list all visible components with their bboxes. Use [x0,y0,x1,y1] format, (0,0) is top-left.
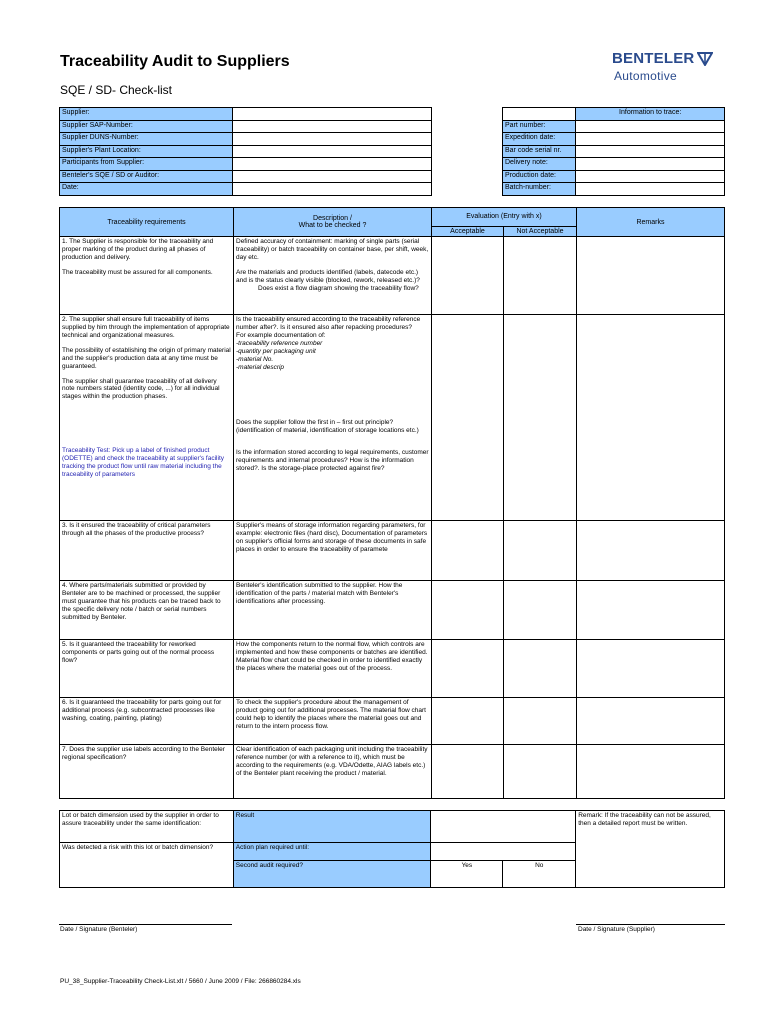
page-title: Traceability Audit to Suppliers [60,53,290,70]
trace-info-field[interactable] [576,158,725,171]
remarks-cell[interactable] [577,640,725,698]
remarks-cell[interactable] [577,237,725,315]
remarks-cell[interactable] [577,521,725,581]
supplier-info-label: Supplier SAP-Number: [60,120,233,133]
supplier-info-label: Supplier: [60,108,233,121]
acceptable-cell[interactable] [432,521,504,581]
col-requirements: Traceability requirements [60,208,234,237]
requirement-cell: 4. Where parts/materials submitted or provided by Benteler are to be machined or processed, the supplier must guarantee that his products can be traced back to the specific delivery note / batch or serial numbers submitted by Benteler. [60,581,234,640]
table-row [60,237,725,315]
remarks-cell[interactable] [577,698,725,745]
requirement-cell: 1. The Supplier is responsible for the traceability and proper marking of the product during all phases of production and delivery. The traceability must be assured for all components. [60,237,234,315]
risk-question: Was detected a risk with this lot or batch dimension? [60,843,234,888]
second-audit-no[interactable]: No [503,861,576,888]
requirement-cell: 6. Is it guaranteed the traceability for parts going out for additional process (e.g. subcontracted processes like washing, coating, painting, plating) [60,698,234,745]
acceptable-cell[interactable] [432,237,504,315]
supplier-info-field[interactable] [233,133,432,146]
supplier-info-field[interactable] [233,170,432,183]
description-cell: Supplier's means of storage information regarding parameters, for example: electronic files (hard disc), Documentation of parameters on supplier's official forms and storage of these documents in safe places in order to ensure the traceability of paramete [234,521,432,581]
requirement-cell: 2. The supplier shall ensure full traceability of items supplied by him through the implementation of appropriate technical and organizational measures. The possibility of establishing the origin of primary material and the supplier's production data at any time must be guaranteed. The supplier shall guarantee traceability of all delivery note numbers stated (identity code, ...) for all individual stages within the production phases. Traceability Test: Pick up a label of finished product (ODETTE) and check the traceability at supplier's facility tracking the product flow until raw material including the traceability of parameters [60,315,234,521]
supplier-info-field[interactable] [233,145,432,158]
col-remarks: Remarks [577,208,725,237]
table-row [60,581,725,640]
supplier-info-label: Date: [60,183,233,196]
acceptable-cell[interactable] [432,745,504,799]
not-acceptable-cell[interactable] [504,521,577,581]
signature-line-left [59,924,232,925]
not-acceptable-cell[interactable] [504,745,577,799]
table-row [60,745,725,799]
acceptable-cell[interactable] [432,581,504,640]
not-acceptable-cell[interactable] [504,698,577,745]
logo-name: BENTELER [612,50,695,67]
second-audit-yes[interactable]: Yes [431,861,503,888]
requirement-cell: 5. Is it guaranteed the traceability for reworked components or parts going out of the normal process flow? [60,640,234,698]
trace-info-label: Bar code serial nr. [503,145,576,158]
trace-info-row [503,183,725,196]
table-row [60,640,725,698]
requirement-cell: 7. Does the supplier use labels according to the Benteler regional specification? [60,745,234,799]
col-description: Description / What to be checked ? [234,208,432,237]
trace-info-row [503,170,725,183]
supplier-info-row [60,145,432,158]
table-row [60,698,725,745]
lot-dimension-question: Lot or batch dimension used by the supplier in order to assure traceability under the same identification: [60,811,234,843]
trace-info-label: Production date: [503,170,576,183]
not-acceptable-cell[interactable] [504,581,577,640]
requirements-table [59,207,725,799]
trace-info-field[interactable] [576,145,725,158]
trace-info-label: Expedition date: [503,133,576,146]
logo-mark-icon [697,52,713,66]
result-field[interactable] [431,811,576,843]
remarks-cell[interactable] [577,745,725,799]
supplier-info-field[interactable] [233,183,432,196]
table-row [60,521,725,581]
result-label: Result [233,811,431,843]
supplier-info-label: Supplier DUNS-Number: [60,133,233,146]
trace-info-row [503,120,725,133]
supplier-info-label: Supplier's Plant Location: [60,145,233,158]
trace-info-label: Part number: [503,120,576,133]
supplier-info-field[interactable] [233,120,432,133]
supplier-info-row [60,133,432,146]
action-plan-label: Action plan required until: [233,843,431,861]
supplier-info-row [60,170,432,183]
trace-info-heading: Information to trace: [576,108,725,121]
action-plan-field[interactable] [431,843,576,861]
remarks-cell[interactable] [577,581,725,640]
table-row [60,315,725,521]
description-cell: Clear identification of each packaging unit including the traceability reference number (or with a reference to it), which must be according to the requirements (e.g. VDA/Odette, AIAG labels etc.) of the Benteler plant receiving the product / material. [234,745,432,799]
description-cell: Benteler's identification submitted to the supplier. How the identification of the parts / material match with Benteler's identifications after processing. [234,581,432,640]
trace-info-table [502,107,725,196]
acceptable-cell[interactable] [432,640,504,698]
col-not-acceptable: Not Acceptable [504,226,577,236]
supplier-info-label: Benteler's SQE / SD or Auditor: [60,170,233,183]
not-acceptable-cell[interactable] [504,315,577,521]
col-acceptable: Acceptable [432,226,504,236]
second-audit-label: Second audit required? [233,861,431,888]
page-footer: PU_38_Supplier-Traceability Check-List.xlt / 5660 / June 2009 / File: 266860284.xls [60,978,301,985]
description-cell: Is the traceability ensured according to the traceability reference number after?. Is it ensured also after repacking procedures? For example documentation of: -traceability reference number -quantity per packaging unit -material No. -material descrip Does the supplier follow the first in – first out principle? (identification of material, identification of storage locations etc.) Is the information stored according to legal requirements, customer requirements and internal procedures? How is the information stored?. Is the storage-place protected against fire? [234,315,432,521]
supplier-info-row [60,120,432,133]
logo-subtitle: Automotive [614,69,678,83]
acceptable-cell[interactable] [432,315,504,521]
remark-note: Remark: If the traceability can not be assured, then a detailed report must be written. [576,811,725,888]
trace-info-field[interactable] [576,183,725,196]
signature-line-right [576,924,725,925]
supplier-info-row [60,108,432,121]
acceptable-cell[interactable] [432,698,504,745]
remarks-cell[interactable] [577,315,725,521]
supplier-info-field[interactable] [233,158,432,171]
not-acceptable-cell[interactable] [504,640,577,698]
supplier-info-row [60,158,432,171]
trace-info-label: Batch-number: [503,183,576,196]
signature-benteler: Date / Signature (Benteler) [60,926,138,933]
trace-info-field[interactable] [576,133,725,146]
requirement-cell: 3. Is it ensured the traceability of critical parameters through all the phases of the productive process? [60,521,234,581]
supplier-info-row [60,183,432,196]
trace-info-row [503,133,725,146]
description-cell: Defined accuracy of containment: marking of single parts (serial traceability) or batch traceability on container base, per shift, week, day etc. Are the materials and products identified (labels, datecode etc.) and is the status clearly visible (blocked, rework, released etc.)? Does exist a flow diagram showing the traceability flow? [234,237,432,315]
supplier-info-table [59,107,432,196]
supplier-info-label: Participants from Supplier: [60,158,233,171]
trace-info-row [503,158,725,171]
supplier-info-field[interactable] [233,108,432,121]
trace-info-row [503,145,725,158]
col-evaluation: Evaluation (Entry with x) [432,208,577,227]
trace-info-field[interactable] [576,170,725,183]
result-table [59,810,725,888]
trace-info-label: Delivery note: [503,158,576,171]
page-subtitle: SQE / SD- Check-list [60,83,173,97]
not-acceptable-cell[interactable] [504,237,577,315]
description-cell: How the components return to the normal flow, which controls are implemented and how these components or batches are identified. Material flow chart could be checked in order to identified exactly the places where the material goes out of the process. [234,640,432,698]
benteler-logo [612,50,724,83]
trace-info-field[interactable] [576,120,725,133]
description-cell: To check the supplier's procedure about the management of product going out for additional processes. The material flow chart could help to identify the places where the material goes out and return to the intern process flow. [234,698,432,745]
signature-supplier: Date / Signature (Supplier) [578,926,655,933]
